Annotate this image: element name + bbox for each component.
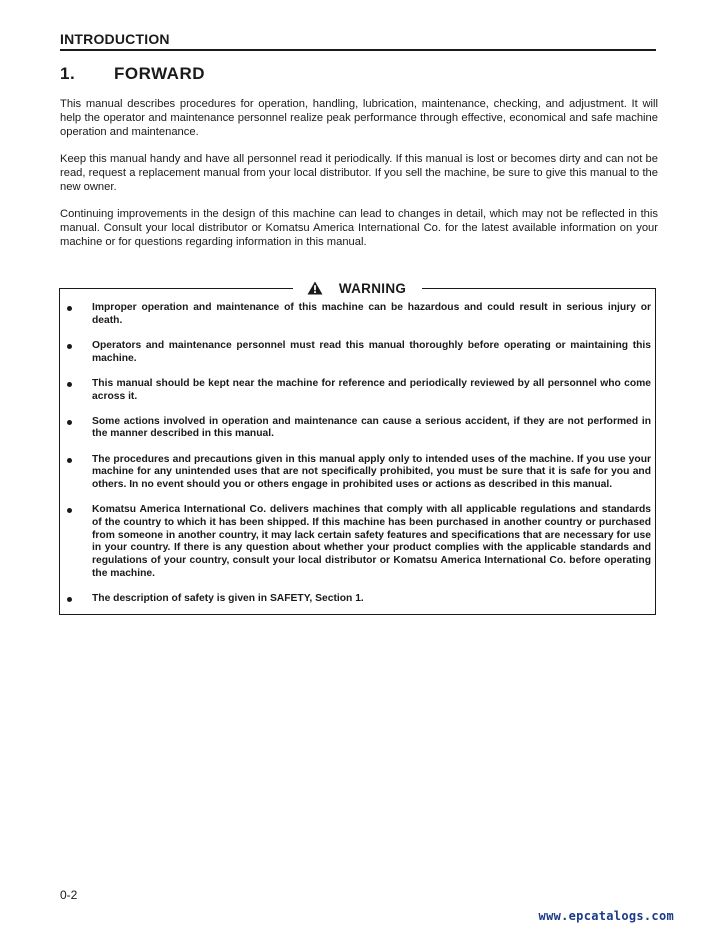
bullet-icon	[67, 344, 72, 349]
intro-paragraph: Continuing improvements in the design of this machine can lead to changes in detail, which may not be reflected in this manual. Consult your local distributor or Komatsu America International Co. for the latest available information on your machine or for questions regarding information in this manual.	[60, 208, 658, 248]
intro-paragraph: This manual describes procedures for operation, handling, lubrication, maintenance, checking, and adjustment. It will help the operator and maintenance personnel realize peak performance through effective, economical and safe machine operation and maintenance.	[60, 98, 658, 138]
warning-triangle-icon	[307, 281, 323, 295]
bullet-icon	[67, 382, 72, 387]
page-number: 0-2	[60, 888, 78, 902]
warning-item	[66, 302, 651, 327]
warning-item	[66, 593, 651, 606]
warning-rule-right	[422, 288, 656, 289]
warning-item	[66, 504, 651, 580]
warning-item-text: Some actions involved in operation and maintenance can cause a serious accident, if they are not performed in the manner described in this manual.	[92, 415, 651, 440]
bullet-icon	[67, 420, 72, 425]
warning-item-text: The description of safety is given in SAFETY, Section 1.	[92, 592, 364, 604]
watermark-link[interactable]: www.epcatalogs.com	[538, 909, 674, 923]
warning-label: WARNING	[338, 280, 407, 296]
bullet-icon	[67, 306, 72, 311]
intro-paragraph: Keep this manual handy and have all personnel read it periodically. If this manual is lost or becomes dirty and can not be read, request a replacement manual from your local distributor. If you sell the machine, be sure to give this manual to the new owner.	[60, 153, 658, 193]
warning-item	[66, 378, 651, 403]
title-text: FORWARD	[114, 64, 206, 83]
page-title	[60, 63, 205, 85]
title-number: 1.	[60, 64, 76, 83]
warning-list	[66, 302, 651, 618]
warning-item	[66, 416, 651, 441]
bullet-icon	[67, 597, 72, 602]
warning-item-text: The procedures and precautions given in this manual apply only to intended uses of the machine. If you use your machine for any unintended uses that are not specifically prohibited, you must be sure that it is safe for you and others. In no event should you or others engage in prohibited uses or actions as described in this manual.	[92, 453, 651, 491]
warning-header	[59, 280, 656, 296]
warning-item-text: Komatsu America International Co. delivers machines that comply with all applicable regulations and standards of the country to which it has been shipped. If this machine has been purchased in another country or purchased from someone in another country, it may lack certain safety features and specifications that are necessary for use in your country. If there is any question about whether your product complies with the applicable standards and regulations of your country, consult your local distributor or Komatsu America International Co. before operating the machine.	[92, 504, 651, 579]
bullet-icon	[67, 508, 72, 513]
warning-item	[66, 340, 651, 365]
warning-item-text: This manual should be kept near the machine for reference and periodically reviewed by all personnel who come across it.	[92, 377, 651, 402]
bullet-icon	[67, 458, 72, 463]
warning-rule-left	[59, 288, 293, 289]
warning-item-text: Operators and maintenance personnel must read this manual thoroughly before operating or maintaining this machine.	[92, 339, 651, 364]
section-header: INTRODUCTION	[60, 31, 656, 51]
warning-item	[66, 454, 651, 492]
warning-item-text: Improper operation and maintenance of this machine can be hazardous and could result in serious injury or death.	[92, 302, 651, 326]
